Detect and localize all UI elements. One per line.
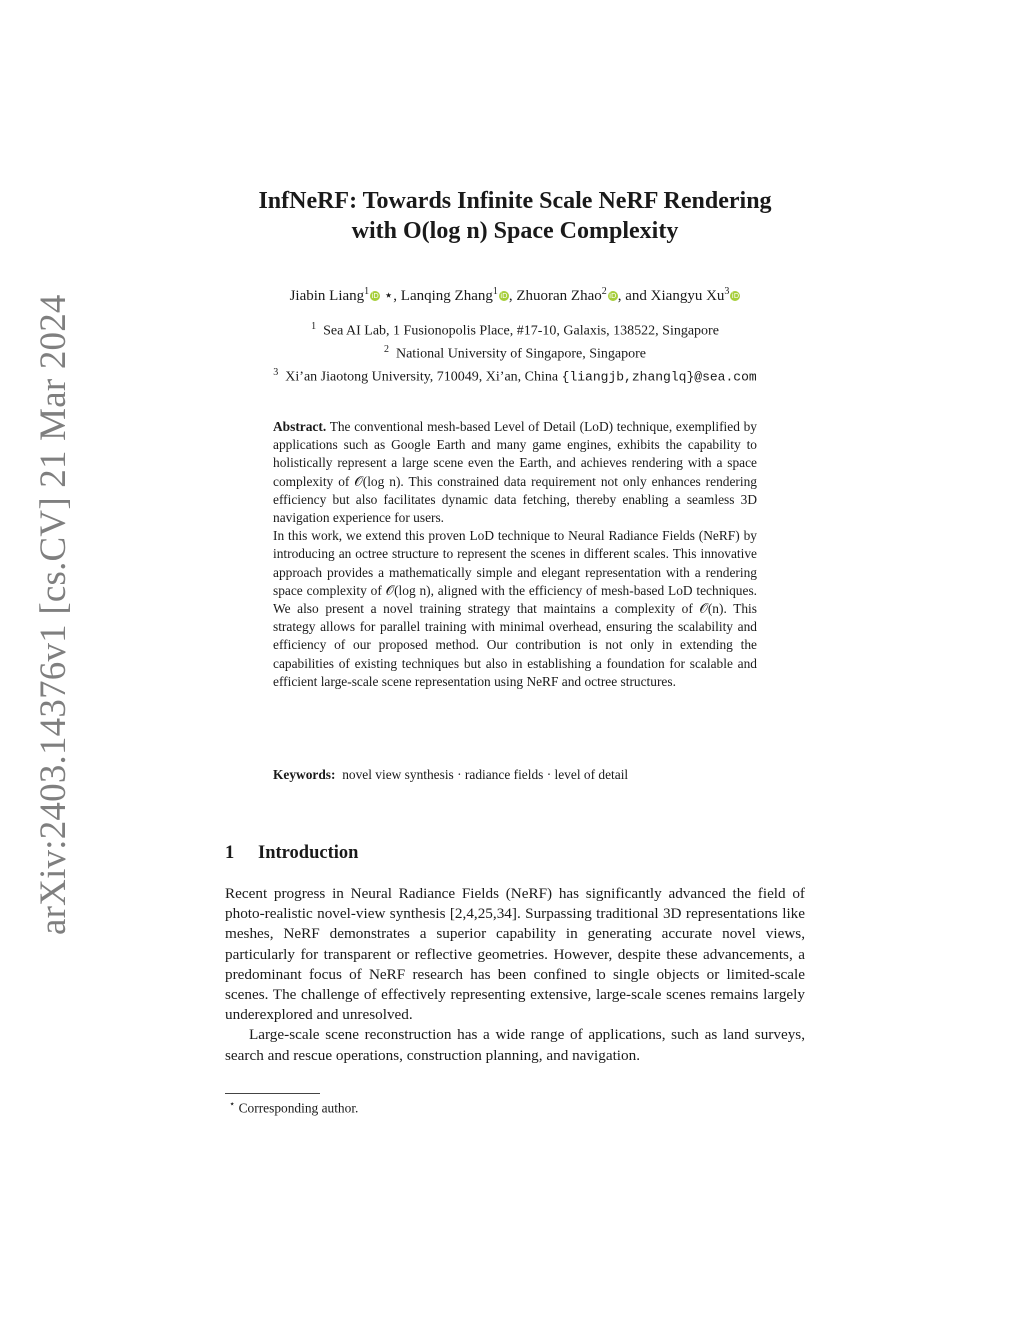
affiliation-3 [150, 364, 880, 387]
author-separator: , [393, 288, 401, 304]
abstract [273, 418, 757, 691]
abstract-paragraph-2: In this work, we extend this proven LoD technique to Neural Radiance Fields (NeRF) by introducing an octree structure to represent the scenes in different scales. This innovative approach provides a mathematically simple and elegant representation with a rendering space complexity of 𝒪(log n), aligned with the efficiency of mesh-based LoD techniques. We also present a novel training strategy that maintains a complexity of 𝒪(n). This strategy allows for parallel training with minimal overhead, ensuring the scalability and efficiency of our proposed method. Our contribution is not only in extending the capabilities of existing techniques but also in establishing a foundation for scalable and efficient large-scale scene representation using NeRF and octree structures. [273, 528, 757, 689]
author-name: Jiabin Liang [289, 288, 365, 304]
affiliations [150, 318, 880, 387]
section-heading [225, 843, 358, 864]
author-name: Lanqing Zhang [400, 288, 493, 304]
keywords-label: Keywords: [273, 767, 336, 782]
corresponding-mark: ⋆ [380, 288, 394, 304]
orcid-icon[interactable]: iD [731, 292, 740, 300]
affiliation-text: Xi’an Jiaotong University, 710049, Xi’an, China [285, 369, 559, 385]
author-list [180, 282, 850, 306]
affiliation-text: Sea AI Lab, 1 Fusionopolis Place, #17-10, Galaxis, 138522, Singapore [323, 323, 719, 339]
affiliation-text: National University of Singapore, Singapore [395, 346, 646, 362]
affiliation-2 [150, 341, 880, 364]
author-affil-mark: 2 [601, 286, 607, 297]
keywords-text: novel view synthesis · radiance fields · level of detail [342, 767, 629, 782]
orcid-icon[interactable]: iD [609, 292, 617, 300]
keywords [273, 766, 757, 784]
author-affil-mark: 1 [492, 286, 498, 297]
affiliation-1 [150, 318, 880, 341]
affiliation-number: 1 [311, 321, 317, 332]
title-line-1: InfNeRF: Towards Infinite Scale NeRF Rendering [258, 188, 772, 214]
paper-title [200, 186, 830, 246]
footnote-divider [225, 1093, 320, 1094]
affiliation-number: 2 [383, 344, 389, 356]
section-number: 1 [225, 843, 235, 863]
contact-email[interactable]: {liangjb,zhanglq}@sea.com [561, 369, 757, 385]
affiliation-number: 3 [273, 367, 279, 379]
section-title: Introduction [258, 843, 359, 863]
author-affil-mark: 3 [724, 286, 730, 297]
title-line-2: with O(log n) Space Complexity [351, 218, 679, 244]
author-name: Zhuoran Zhao [516, 288, 602, 304]
footnote-text: Corresponding author. [238, 1100, 359, 1116]
orcid-icon[interactable]: iD [500, 292, 508, 300]
abstract-paragraph-1: The conventional mesh-based Level of Detail (LoD) technique, exemplified by applications such as Google Earth and many game engines, exhibits the capability to holistically represent a large scene even the Earth, and achieves rendering with a space complexity of 𝒪(log n). This constrained data requirement not only enhances rendering efficiency but also facilitates dynamic data fetching, thereby enabling a seamless 3D navigation experience for users. [273, 419, 758, 526]
body-paragraph-1: Recent progress in Neural Radiance Fields (NeRF) has significantly advanced the field of photo-realistic novel-view synthesis [2,4,25,34]. Surpassing traditional 3D representations like meshes, NeRF demonstrates a superior capability in generating accurate novel views, particularly for transparent or reflective geometries. However, despite these advancements, a predominant focus of NeRF research has been confined to single objects or limited-scale scenes. The challenge of effectively representing extensive, large-scale scenes remains largely underexplored and unresolved. [225, 885, 805, 1024]
footnote [229, 1096, 358, 1117]
author-name: Xiangyu Xu [650, 288, 725, 304]
orcid-icon[interactable]: iD [371, 292, 379, 300]
author-affil-mark: 1 [364, 286, 370, 297]
author-separator: , [508, 288, 517, 304]
footnote-mark: ⋆ [229, 1099, 236, 1110]
abstract-label: Abstract. [273, 419, 327, 434]
author-separator: , and [617, 288, 651, 304]
arxiv-identifier: arXiv:2403.14376v1 [cs.CV] 21 Mar 2024 [33, 294, 74, 935]
body-paragraph-2: Large-scale scene reconstruction has a wide range of applications, such as land surveys, search and rescue operations, construction planning, and navigation. [225, 1026, 805, 1064]
section-body [225, 884, 805, 1066]
